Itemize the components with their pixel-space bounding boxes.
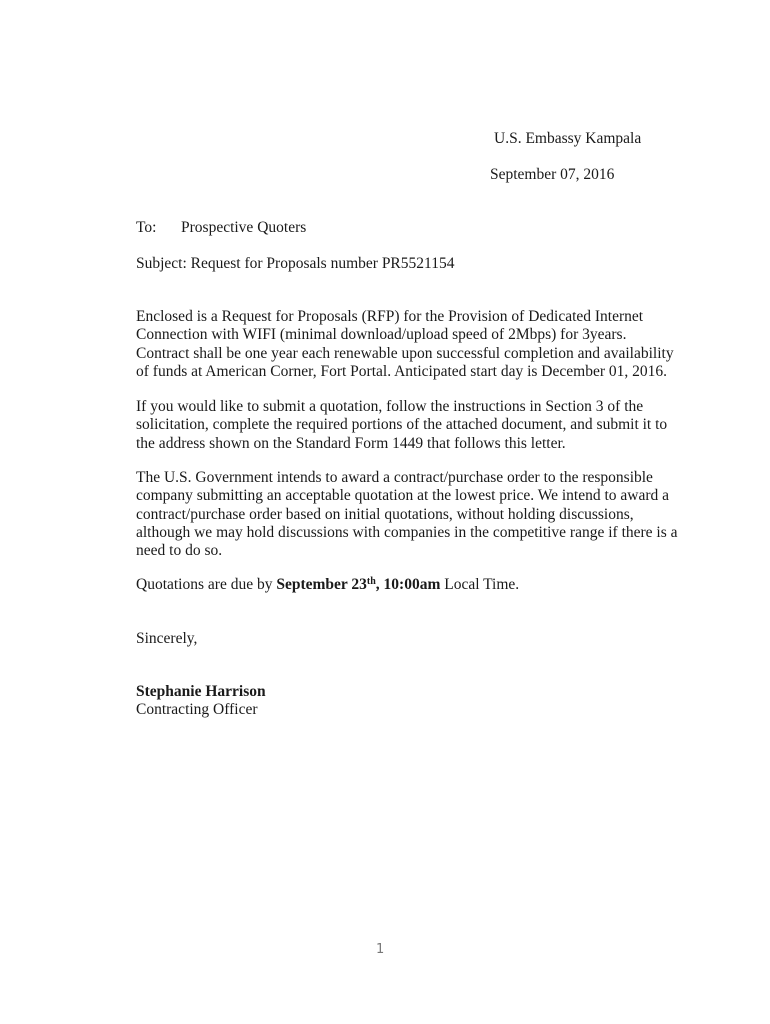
- due-date: September 23: [276, 576, 367, 593]
- paragraph-instructions: If you would like to submit a quotation, follow the instructions in Section 3 of the solicitation, complete the required portions of the attached document, and submit it to the address shown on the Standard Form 1449 that follows this letter.: [136, 398, 668, 452]
- letter-date: September 07, 2016: [490, 166, 615, 183]
- paragraph-intro: Enclosed is a Request for Proposals (RFP) for the Provision of Dedicated Internet Connection with WIFI (minimal download/upload speed of 2Mbps) for 3years. Contract shall be one year each renewable upon successful completion and availability of funds at American Corner, Fort Portal. Anticipated start day is December 01, 2016.: [136, 308, 674, 380]
- closing: Sincerely,: [136, 630, 198, 647]
- due-prefix: Quotations are due by: [136, 576, 277, 593]
- to-label: To:: [136, 219, 157, 236]
- signatory-name: Stephanie Harrison: [136, 683, 266, 700]
- subject-line: Subject: Request for Proposals number PR5521154: [136, 255, 455, 272]
- due-suffix: Local Time.: [440, 576, 520, 593]
- signatory-title: Contracting Officer: [136, 701, 258, 718]
- due-date-line: [136, 576, 519, 594]
- to-recipient: Prospective Quoters: [181, 219, 307, 236]
- sender-location: U.S. Embassy Kampala: [494, 130, 642, 147]
- due-time: , 10:00am: [375, 576, 441, 593]
- due-date-suffix: th: [366, 576, 376, 587]
- page-number: 1: [376, 942, 385, 957]
- paragraph-award: The U.S. Government intends to award a contract/purchase order to the responsible company submitting an acceptable quotation at the lowest price. We intend to award a contract/purchase order based on initial quotations, without holding discussions, although we may hold discussions with companies in the competitive range if there is a need to do so.: [136, 469, 678, 560]
